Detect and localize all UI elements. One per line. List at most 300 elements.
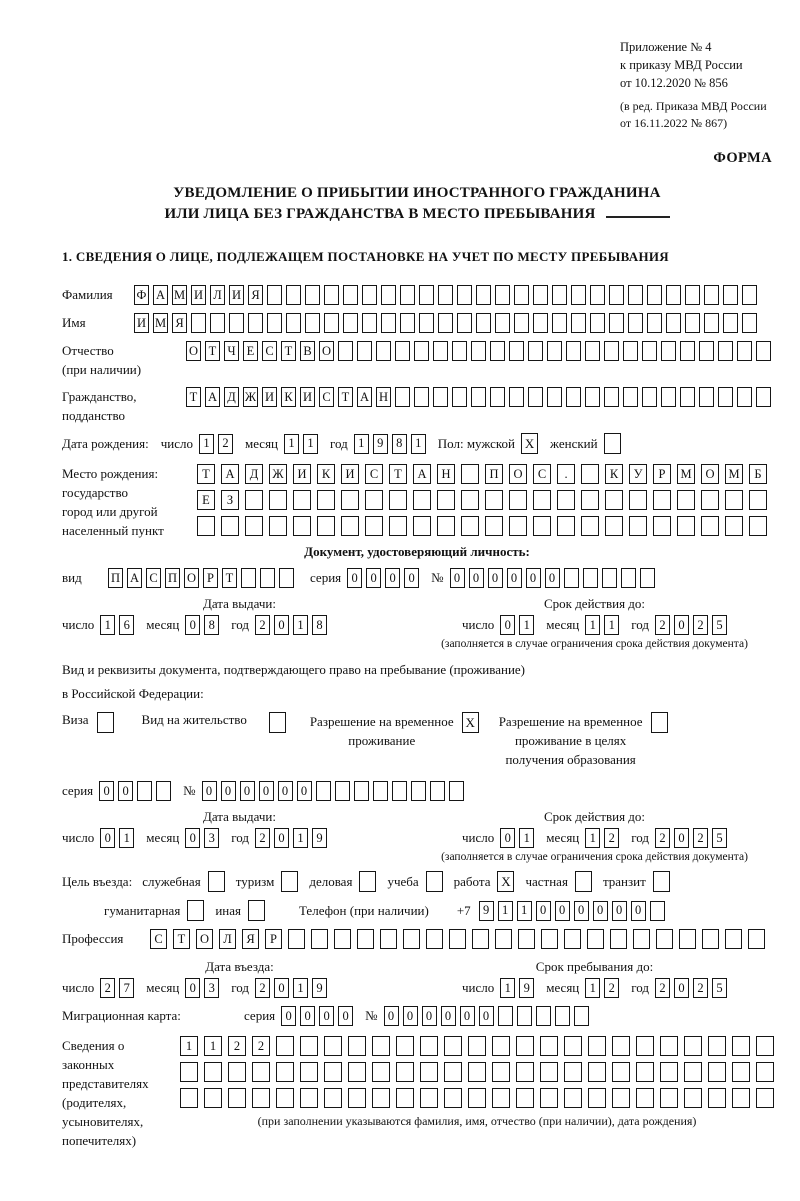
char-cell[interactable] xyxy=(533,490,551,510)
char-cell[interactable]: 0 xyxy=(555,901,570,921)
char-cell[interactable] xyxy=(286,313,301,333)
char-cell[interactable] xyxy=(557,516,575,536)
char-cell[interactable]: Л xyxy=(210,285,225,305)
char-cell[interactable]: А xyxy=(221,464,239,484)
char-cell[interactable]: 0 xyxy=(674,828,689,848)
char-cell[interactable] xyxy=(574,1006,589,1026)
char-cell[interactable] xyxy=(516,1088,534,1108)
char-cell[interactable] xyxy=(248,900,265,921)
char-cell[interactable]: 0 xyxy=(479,1006,494,1026)
char-cell[interactable] xyxy=(509,516,527,536)
char-cell[interactable]: 1 xyxy=(180,1036,198,1056)
char-cell[interactable]: Д xyxy=(245,464,263,484)
char-cell[interactable] xyxy=(685,285,700,305)
char-cell[interactable] xyxy=(279,568,294,588)
char-cell[interactable] xyxy=(650,901,665,921)
char-cell[interactable]: 2 xyxy=(655,615,670,635)
char-cell[interactable]: Т xyxy=(222,568,237,588)
char-cell[interactable]: 2 xyxy=(655,978,670,998)
char-cell[interactable]: 3 xyxy=(204,828,219,848)
char-cell[interactable] xyxy=(362,285,377,305)
char-cell[interactable] xyxy=(684,1036,702,1056)
char-cell[interactable]: Б xyxy=(749,464,767,484)
char-cell[interactable] xyxy=(723,313,738,333)
char-cell[interactable] xyxy=(241,568,256,588)
char-cell[interactable] xyxy=(288,929,305,949)
char-cell[interactable]: 9 xyxy=(373,434,388,454)
char-cell[interactable] xyxy=(581,490,599,510)
char-cell[interactable] xyxy=(581,464,599,484)
char-cell[interactable] xyxy=(317,490,335,510)
char-cell[interactable] xyxy=(413,516,431,536)
char-cell[interactable] xyxy=(324,313,339,333)
char-cell[interactable] xyxy=(341,490,359,510)
char-cell[interactable] xyxy=(725,516,743,536)
char-cell[interactable]: 1 xyxy=(119,828,134,848)
char-cell[interactable]: О xyxy=(196,929,213,949)
char-cell[interactable]: 0 xyxy=(185,828,200,848)
char-cell[interactable] xyxy=(343,285,358,305)
char-cell[interactable]: 0 xyxy=(240,781,255,801)
char-cell[interactable] xyxy=(756,387,771,407)
char-cell[interactable]: 5 xyxy=(712,615,727,635)
char-cell[interactable] xyxy=(516,1062,534,1082)
char-cell[interactable] xyxy=(514,313,529,333)
char-cell[interactable] xyxy=(677,490,695,510)
char-cell[interactable] xyxy=(677,516,695,536)
char-cell[interactable] xyxy=(267,313,282,333)
char-cell[interactable] xyxy=(180,1088,198,1108)
char-cell[interactable]: 0 xyxy=(593,901,608,921)
char-cell[interactable]: 0 xyxy=(384,1006,399,1026)
char-cell[interactable] xyxy=(245,516,263,536)
char-cell[interactable]: . xyxy=(557,464,575,484)
char-cell[interactable] xyxy=(97,712,114,733)
char-cell[interactable]: 2 xyxy=(604,978,619,998)
char-cell[interactable]: 8 xyxy=(392,434,407,454)
char-cell[interactable] xyxy=(612,1036,630,1056)
char-cell[interactable] xyxy=(587,929,604,949)
char-cell[interactable] xyxy=(357,341,372,361)
char-cell[interactable] xyxy=(540,1062,558,1082)
char-cell[interactable]: 0 xyxy=(450,568,465,588)
char-cell[interactable] xyxy=(204,1088,222,1108)
char-cell[interactable]: 1 xyxy=(204,1036,222,1056)
char-cell[interactable]: 0 xyxy=(100,828,115,848)
char-cell[interactable] xyxy=(228,1088,246,1108)
char-cell[interactable]: 0 xyxy=(99,781,114,801)
char-cell[interactable] xyxy=(362,313,377,333)
char-cell[interactable] xyxy=(640,568,655,588)
char-cell[interactable] xyxy=(341,516,359,536)
char-cell[interactable] xyxy=(552,313,567,333)
char-cell[interactable] xyxy=(476,313,491,333)
char-cell[interactable] xyxy=(400,285,415,305)
char-cell[interactable] xyxy=(396,1088,414,1108)
char-cell[interactable] xyxy=(495,929,512,949)
char-cell[interactable]: А xyxy=(413,464,431,484)
char-cell[interactable] xyxy=(748,929,765,949)
char-cell[interactable] xyxy=(699,387,714,407)
char-cell[interactable]: 0 xyxy=(259,781,274,801)
char-cell[interactable]: Ж xyxy=(269,464,287,484)
char-cell[interactable] xyxy=(498,1006,513,1026)
char-cell[interactable]: С xyxy=(533,464,551,484)
char-cell[interactable] xyxy=(628,285,643,305)
char-cell[interactable] xyxy=(468,1088,486,1108)
char-cell[interactable] xyxy=(426,929,443,949)
char-cell[interactable] xyxy=(629,516,647,536)
char-cell[interactable] xyxy=(490,387,505,407)
char-cell[interactable]: 9 xyxy=(479,901,494,921)
char-cell[interactable] xyxy=(396,1036,414,1056)
char-cell[interactable] xyxy=(438,285,453,305)
char-cell[interactable] xyxy=(636,1062,654,1082)
char-cell[interactable]: И xyxy=(134,313,149,333)
char-cell[interactable]: 0 xyxy=(536,901,551,921)
char-cell[interactable]: 0 xyxy=(185,615,200,635)
char-cell[interactable]: 0 xyxy=(404,568,419,588)
char-cell[interactable] xyxy=(528,341,543,361)
char-cell[interactable]: 2 xyxy=(693,615,708,635)
char-cell[interactable] xyxy=(605,490,623,510)
char-cell[interactable]: 1 xyxy=(500,978,515,998)
char-cell[interactable] xyxy=(372,1062,390,1082)
char-cell[interactable]: У xyxy=(629,464,647,484)
char-cell[interactable]: 0 xyxy=(526,568,541,588)
char-cell[interactable]: 0 xyxy=(202,781,217,801)
char-cell[interactable] xyxy=(248,313,263,333)
char-cell[interactable] xyxy=(566,341,581,361)
char-cell[interactable]: 1 xyxy=(303,434,318,454)
char-cell[interactable]: 2 xyxy=(255,828,270,848)
char-cell[interactable] xyxy=(437,516,455,536)
char-cell[interactable]: 8 xyxy=(312,615,327,635)
char-cell[interactable] xyxy=(756,341,771,361)
char-cell[interactable] xyxy=(317,516,335,536)
char-cell[interactable]: И xyxy=(262,387,277,407)
char-cell[interactable] xyxy=(533,313,548,333)
char-cell[interactable] xyxy=(305,285,320,305)
char-cell[interactable] xyxy=(444,1062,462,1082)
char-cell[interactable] xyxy=(642,341,657,361)
char-cell[interactable]: Р xyxy=(653,464,671,484)
char-cell[interactable]: 0 xyxy=(221,781,236,801)
char-cell[interactable]: 0 xyxy=(545,568,560,588)
char-cell[interactable]: 9 xyxy=(519,978,534,998)
char-cell[interactable] xyxy=(661,341,676,361)
char-cell[interactable]: Т xyxy=(173,929,190,949)
char-cell[interactable] xyxy=(575,871,592,892)
char-cell[interactable] xyxy=(276,1036,294,1056)
char-cell[interactable] xyxy=(413,490,431,510)
char-cell[interactable]: 8 xyxy=(204,615,219,635)
char-cell[interactable] xyxy=(324,1088,342,1108)
char-cell[interactable]: 0 xyxy=(500,615,515,635)
char-cell[interactable] xyxy=(604,433,621,454)
char-cell[interactable]: И xyxy=(300,387,315,407)
char-cell[interactable] xyxy=(552,285,567,305)
char-cell[interactable] xyxy=(419,313,434,333)
char-cell[interactable] xyxy=(471,341,486,361)
char-cell[interactable]: 0 xyxy=(460,1006,475,1026)
char-cell[interactable] xyxy=(411,781,426,801)
char-cell[interactable]: 1 xyxy=(498,901,513,921)
char-cell[interactable] xyxy=(252,1062,270,1082)
char-cell[interactable]: Т xyxy=(197,464,215,484)
char-cell[interactable]: 0 xyxy=(488,568,503,588)
char-cell[interactable] xyxy=(395,387,410,407)
char-cell[interactable] xyxy=(509,341,524,361)
char-cell[interactable]: П xyxy=(485,464,503,484)
char-cell[interactable]: С xyxy=(146,568,161,588)
char-cell[interactable] xyxy=(564,1062,582,1082)
char-cell[interactable]: 2 xyxy=(255,978,270,998)
char-cell[interactable]: 1 xyxy=(199,434,214,454)
char-cell[interactable] xyxy=(276,1088,294,1108)
char-cell[interactable] xyxy=(679,929,696,949)
char-cell[interactable] xyxy=(300,1088,318,1108)
char-cell[interactable] xyxy=(585,387,600,407)
char-cell[interactable] xyxy=(609,285,624,305)
char-cell[interactable] xyxy=(742,285,757,305)
char-cell[interactable] xyxy=(197,516,215,536)
char-cell[interactable] xyxy=(585,341,600,361)
char-cell[interactable]: Д xyxy=(224,387,239,407)
char-cell[interactable] xyxy=(468,1036,486,1056)
char-cell[interactable] xyxy=(555,1006,570,1026)
char-cell[interactable]: Т xyxy=(338,387,353,407)
char-cell[interactable]: М xyxy=(153,313,168,333)
char-cell[interactable] xyxy=(653,490,671,510)
char-cell[interactable] xyxy=(533,516,551,536)
char-cell[interactable] xyxy=(564,1088,582,1108)
char-cell[interactable]: К xyxy=(317,464,335,484)
char-cell[interactable]: 0 xyxy=(319,1006,334,1026)
char-cell[interactable]: Т xyxy=(186,387,201,407)
char-cell[interactable] xyxy=(737,341,752,361)
char-cell[interactable]: К xyxy=(605,464,623,484)
char-cell[interactable] xyxy=(633,929,650,949)
char-cell[interactable]: Н xyxy=(376,387,391,407)
char-cell[interactable]: 2 xyxy=(693,978,708,998)
char-cell[interactable] xyxy=(426,871,443,892)
char-cell[interactable] xyxy=(187,900,204,921)
char-cell[interactable] xyxy=(276,1062,294,1082)
char-cell[interactable]: 1 xyxy=(519,828,534,848)
char-cell[interactable]: 0 xyxy=(507,568,522,588)
char-cell[interactable]: З xyxy=(221,490,239,510)
char-cell[interactable]: 2 xyxy=(655,828,670,848)
char-cell[interactable] xyxy=(636,1088,654,1108)
char-cell[interactable] xyxy=(583,568,598,588)
char-cell[interactable] xyxy=(680,341,695,361)
char-cell[interactable] xyxy=(420,1088,438,1108)
char-cell[interactable] xyxy=(629,490,647,510)
char-cell[interactable] xyxy=(389,516,407,536)
char-cell[interactable] xyxy=(156,781,171,801)
char-cell[interactable]: И xyxy=(293,464,311,484)
char-cell[interactable] xyxy=(267,285,282,305)
char-cell[interactable]: 1 xyxy=(519,615,534,635)
char-cell[interactable]: 1 xyxy=(354,434,369,454)
char-cell[interactable]: О xyxy=(701,464,719,484)
char-cell[interactable]: 0 xyxy=(500,828,515,848)
char-cell[interactable] xyxy=(540,1088,558,1108)
char-cell[interactable]: Я xyxy=(242,929,259,949)
char-cell[interactable] xyxy=(221,516,239,536)
char-cell[interactable] xyxy=(628,313,643,333)
char-cell[interactable] xyxy=(245,490,263,510)
char-cell[interactable]: И xyxy=(341,464,359,484)
char-cell[interactable]: 1 xyxy=(411,434,426,454)
char-cell[interactable] xyxy=(742,313,757,333)
char-cell[interactable]: 0 xyxy=(631,901,646,921)
char-cell[interactable] xyxy=(533,285,548,305)
char-cell[interactable] xyxy=(430,781,445,801)
char-cell[interactable] xyxy=(444,1036,462,1056)
char-cell[interactable] xyxy=(723,285,738,305)
char-cell[interactable]: 0 xyxy=(469,568,484,588)
char-cell[interactable] xyxy=(373,781,388,801)
char-cell[interactable] xyxy=(492,1036,510,1056)
char-cell[interactable]: А xyxy=(205,387,220,407)
char-cell[interactable] xyxy=(414,387,429,407)
char-cell[interactable] xyxy=(564,1036,582,1056)
char-cell[interactable] xyxy=(461,516,479,536)
char-cell[interactable] xyxy=(749,490,767,510)
char-cell[interactable] xyxy=(316,781,331,801)
char-cell[interactable]: А xyxy=(127,568,142,588)
char-cell[interactable] xyxy=(516,1036,534,1056)
char-cell[interactable]: 1 xyxy=(293,978,308,998)
char-cell[interactable] xyxy=(756,1088,774,1108)
char-cell[interactable]: 0 xyxy=(297,781,312,801)
char-cell[interactable]: Е xyxy=(197,490,215,510)
char-cell[interactable] xyxy=(300,1062,318,1082)
char-cell[interactable] xyxy=(737,387,752,407)
char-cell[interactable] xyxy=(444,1088,462,1108)
char-cell[interactable] xyxy=(517,1006,532,1026)
char-cell[interactable] xyxy=(704,313,719,333)
char-cell[interactable]: 1 xyxy=(100,615,115,635)
char-cell[interactable] xyxy=(509,490,527,510)
char-cell[interactable]: 0 xyxy=(403,1006,418,1026)
char-cell[interactable] xyxy=(419,285,434,305)
char-cell[interactable] xyxy=(204,1062,222,1082)
char-cell[interactable] xyxy=(588,1036,606,1056)
char-cell[interactable] xyxy=(571,313,586,333)
char-cell[interactable] xyxy=(461,464,479,484)
char-cell[interactable] xyxy=(471,387,486,407)
char-cell[interactable] xyxy=(324,1062,342,1082)
char-cell[interactable]: 0 xyxy=(612,901,627,921)
char-cell[interactable] xyxy=(699,341,714,361)
char-cell[interactable] xyxy=(396,1062,414,1082)
char-cell[interactable] xyxy=(381,285,396,305)
char-cell[interactable]: 0 xyxy=(274,828,289,848)
char-cell[interactable]: Р xyxy=(265,929,282,949)
char-cell[interactable]: Т xyxy=(205,341,220,361)
char-cell[interactable] xyxy=(557,490,575,510)
char-cell[interactable] xyxy=(457,285,472,305)
char-cell[interactable] xyxy=(732,1062,750,1082)
char-cell[interactable]: 1 xyxy=(293,615,308,635)
char-cell[interactable]: Я xyxy=(248,285,263,305)
char-cell[interactable]: 1 xyxy=(604,615,619,635)
char-cell[interactable] xyxy=(324,1036,342,1056)
char-cell[interactable]: М xyxy=(172,285,187,305)
char-cell[interactable] xyxy=(468,1062,486,1082)
char-cell[interactable] xyxy=(311,929,328,949)
char-cell[interactable]: 7 xyxy=(119,978,134,998)
char-cell[interactable]: Т xyxy=(389,464,407,484)
char-cell[interactable] xyxy=(260,568,275,588)
char-cell[interactable] xyxy=(403,929,420,949)
char-cell[interactable]: С xyxy=(365,464,383,484)
char-cell[interactable] xyxy=(324,285,339,305)
char-cell[interactable]: С xyxy=(150,929,167,949)
char-cell[interactable] xyxy=(590,313,605,333)
char-cell[interactable] xyxy=(647,285,662,305)
char-cell[interactable] xyxy=(208,871,225,892)
char-cell[interactable] xyxy=(485,490,503,510)
char-cell[interactable]: О xyxy=(319,341,334,361)
char-cell[interactable] xyxy=(400,313,415,333)
char-cell[interactable] xyxy=(660,1088,678,1108)
char-cell[interactable] xyxy=(420,1036,438,1056)
char-cell[interactable]: 0 xyxy=(185,978,200,998)
char-cell[interactable] xyxy=(540,1036,558,1056)
char-cell[interactable] xyxy=(449,929,466,949)
char-cell[interactable] xyxy=(365,490,383,510)
char-cell[interactable]: X xyxy=(521,433,538,454)
char-cell[interactable] xyxy=(495,285,510,305)
char-cell[interactable] xyxy=(647,313,662,333)
char-cell[interactable] xyxy=(660,1036,678,1056)
char-cell[interactable]: О xyxy=(186,341,201,361)
char-cell[interactable]: К xyxy=(281,387,296,407)
char-cell[interactable]: 0 xyxy=(281,1006,296,1026)
char-cell[interactable] xyxy=(286,285,301,305)
char-cell[interactable]: А xyxy=(153,285,168,305)
char-cell[interactable] xyxy=(651,712,668,733)
char-cell[interactable]: М xyxy=(677,464,695,484)
char-cell[interactable]: 6 xyxy=(119,615,134,635)
char-cell[interactable]: 0 xyxy=(278,781,293,801)
char-cell[interactable]: 0 xyxy=(674,978,689,998)
char-cell[interactable]: 5 xyxy=(712,978,727,998)
char-cell[interactable] xyxy=(514,285,529,305)
char-cell[interactable]: В xyxy=(300,341,315,361)
char-cell[interactable] xyxy=(392,781,407,801)
char-cell[interactable] xyxy=(210,313,225,333)
char-cell[interactable] xyxy=(348,1088,366,1108)
char-cell[interactable]: 2 xyxy=(255,615,270,635)
char-cell[interactable]: 0 xyxy=(385,568,400,588)
char-cell[interactable]: 9 xyxy=(312,828,327,848)
char-cell[interactable]: 1 xyxy=(517,901,532,921)
char-cell[interactable] xyxy=(604,387,619,407)
char-cell[interactable] xyxy=(338,341,353,361)
char-cell[interactable] xyxy=(452,387,467,407)
char-cell[interactable] xyxy=(718,341,733,361)
char-cell[interactable]: Ф xyxy=(134,285,149,305)
char-cell[interactable]: Л xyxy=(219,929,236,949)
char-cell[interactable] xyxy=(642,387,657,407)
char-cell[interactable] xyxy=(653,516,671,536)
char-cell[interactable]: 1 xyxy=(585,978,600,998)
